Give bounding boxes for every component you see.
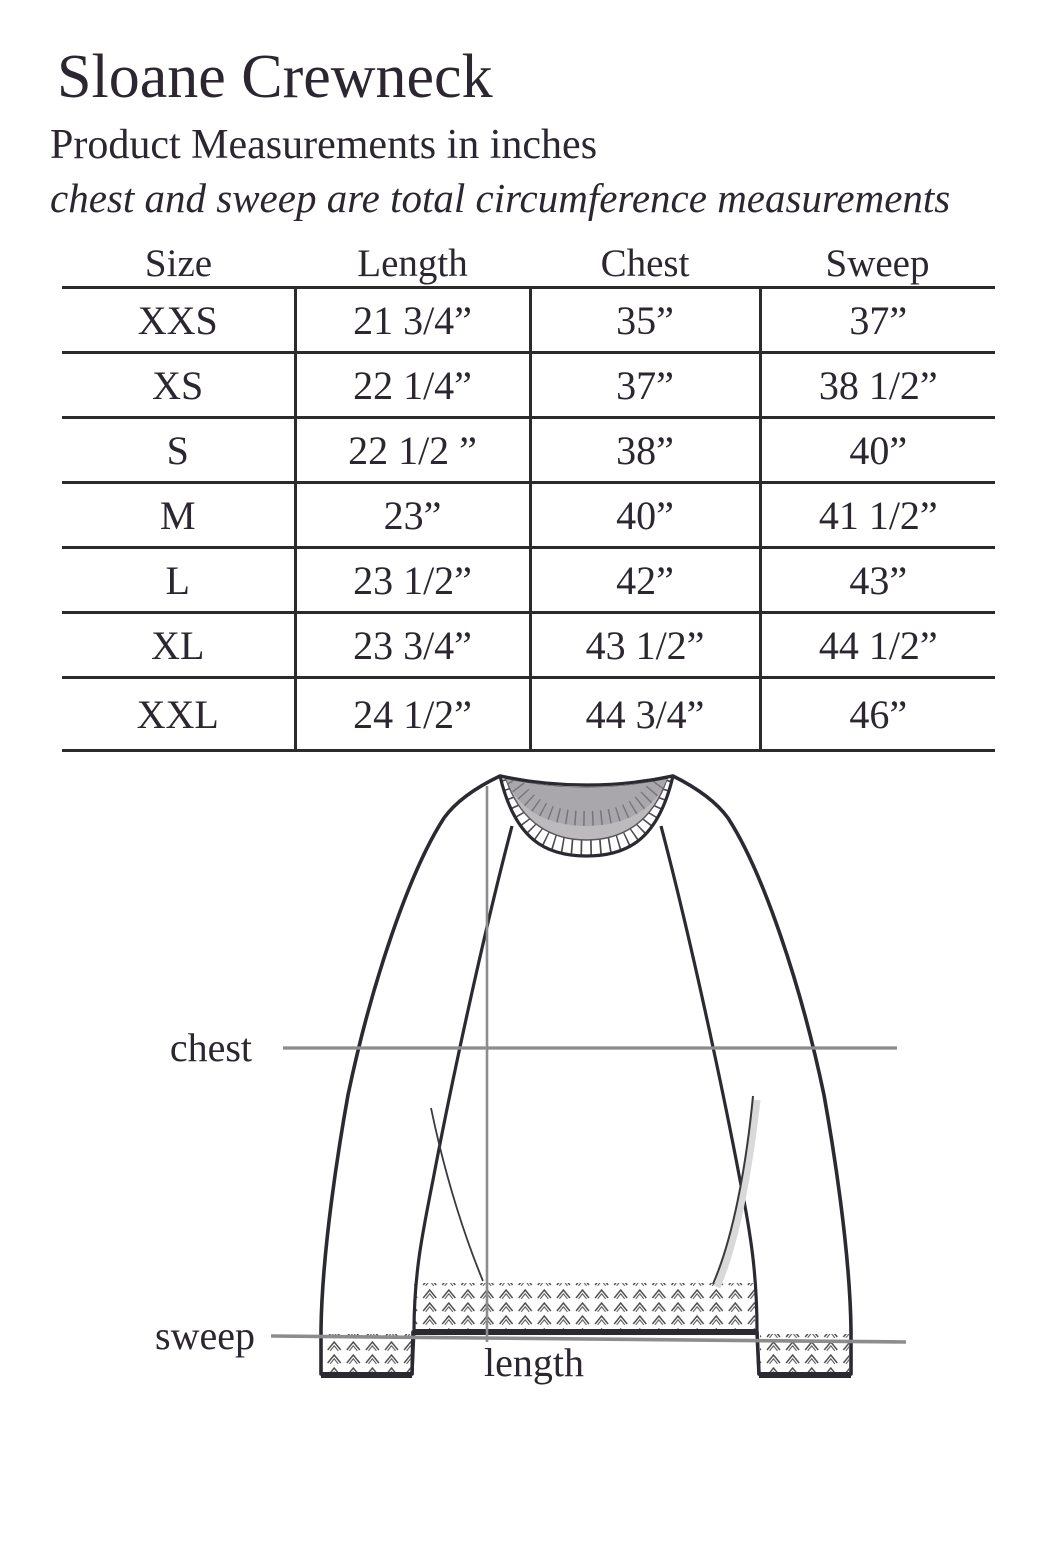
sweep-cell: 43” [760, 548, 995, 613]
chest-cell: 37” [530, 353, 760, 418]
sweep-cell: 46” [760, 678, 995, 751]
chest-cell: 40” [530, 483, 760, 548]
left-cuff-ribbing [323, 1334, 411, 1375]
length-cell: 24 1/2” [295, 678, 530, 751]
size-cell: L [62, 548, 295, 613]
chest-cell: 38” [530, 418, 760, 483]
page-title: Sloane Crewneck [57, 43, 493, 111]
page-subtitle: Product Measurements in inches [50, 122, 598, 168]
circumference-note: chest and sweep are total circumference measurements [50, 175, 951, 221]
header-sweep: Sweep [760, 240, 995, 288]
chest-label: chest [169, 1025, 252, 1070]
size-cell: XXS [62, 288, 295, 353]
length-label: length [484, 1340, 584, 1385]
size-cell: M [62, 483, 295, 548]
sweep-cell: 37” [760, 288, 995, 353]
sweep-cell: 44 1/2” [760, 613, 995, 678]
length-cell: 22 1/4” [295, 353, 530, 418]
size-cell: XL [62, 613, 295, 678]
length-cell: 22 1/2 ” [295, 418, 530, 483]
chest-cell: 44 3/4” [530, 678, 760, 751]
header-length: Length [295, 240, 530, 288]
length-cell: 21 3/4” [295, 288, 530, 353]
header-chest: Chest [530, 240, 760, 288]
size-cell: XXL [62, 678, 295, 751]
header-size: Size [62, 240, 295, 288]
hem-ribbing [414, 1283, 755, 1331]
chest-cell: 42” [530, 548, 760, 613]
length-cell: 23 1/2” [295, 548, 530, 613]
size-cell: S [62, 418, 295, 483]
right-cuff-inner-edge [757, 1331, 759, 1375]
length-cell: 23 3/4” [295, 613, 530, 678]
sweep-cell: 40” [760, 418, 995, 483]
chest-cell: 35” [530, 288, 760, 353]
sweep-label: sweep [155, 1313, 255, 1358]
length-cell: 23” [295, 483, 530, 548]
sweep-cell: 41 1/2” [760, 483, 995, 548]
size-cell: XS [62, 353, 295, 418]
chest-cell: 43 1/2” [530, 613, 760, 678]
sweep-cell: 38 1/2” [760, 353, 995, 418]
